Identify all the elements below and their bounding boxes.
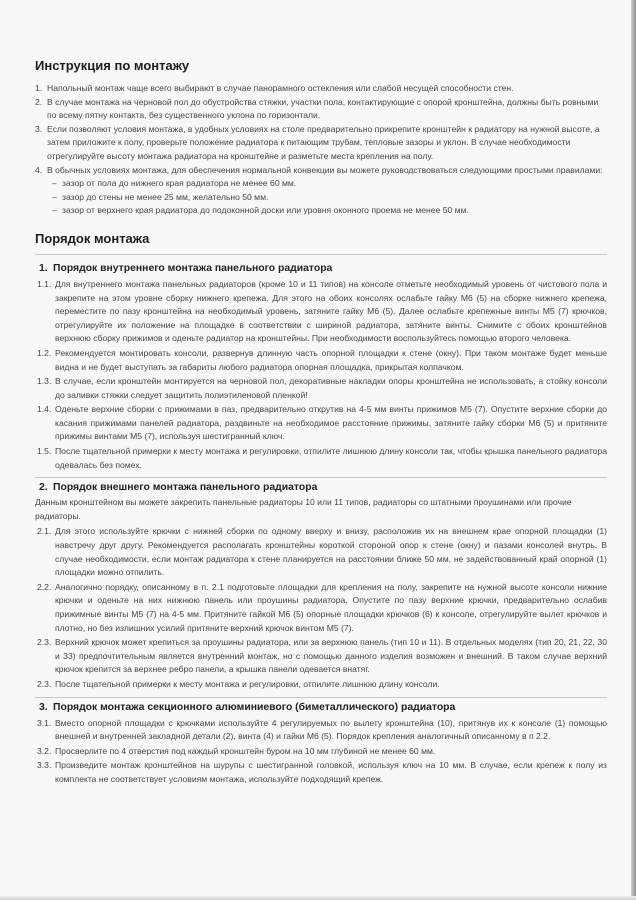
section-divider (35, 697, 607, 698)
step-item (35, 445, 607, 472)
step-item (35, 347, 607, 374)
item-text: В случае монтажа на черновой пол до обустройства стяжки, участки пола, контактирующие с опорой кронштейна, должны быть ровными по всему пятну контакта, без существенного уклона по горизонтали. (47, 96, 599, 121)
section-3-items (35, 717, 607, 787)
step-text: Верхний крючок может крепиться за проушины радиатора, или за верхнюю панель (тип 10 и 11). В отдельных моделях (тип 20, 21, 22, 30 и 33) предпочтительным является внутренний монтаж, но с помощью данного изделия возможен и внешний. В таком случае верхний крючок крепится за верхнее ребро панели, а крышка панели одевается внатяг. (55, 637, 607, 675)
item-number: 2. (35, 96, 43, 107)
rule-text: зазор от верхнего края радиатора до подоконной доски или уровня оконного проема не менее 50 мм. (62, 205, 469, 216)
step-item (35, 636, 607, 677)
step-text: Вместо опорной площадки с крючками используйте 4 регулируемых по вылету кронштейна (10), притянув их к консоле (1) помощью внешней и внутренней закладной детали (2), винта (4) и гайки М6 (5). Порядок крепления аналогичный описанному в п 2.2. (55, 717, 607, 742)
clearance-rule (35, 177, 607, 191)
rule-text: зазор от пола до нижнего края радиатора не менее 60 мм. (62, 178, 297, 189)
section-intro: Данным кронштейном вы можете закрепить панельные радиаторы 10 или 11 типов, радиаторы со штатными проушинами или прочие радиаторы. (35, 497, 572, 521)
step-text: Просверлите по 4 отверстия под каждый кронштейн буром на 10 мм глубиной не менее 60 мм. (55, 745, 436, 756)
instruction-item (35, 164, 607, 178)
section-number: 2. (39, 482, 48, 494)
step-item (35, 525, 607, 579)
section-title: Порядок монтажа секционного алюминиевого (биметаллического) радиатора (53, 701, 456, 713)
step-text: Аналогично порядку, описанному в п. 2.1 подготовьте площадки для крепления на полу, закрепите на нужной высоте консоли нижние крючки и оденьте на них нижнюю панель или проушины радиатора. Опустите по пазу верхние крючки, предварительно ослабив прижимные винты М5 (7) на 4-5 мм. Притяните гайкой М6 (5) опорные площадки крючков (6) к консоле, отрегулируйте вылет крючков и плотно, но без излишних усилий притяните верхний крючок винтом М5 (7). (55, 581, 607, 633)
item-number: 1. (35, 83, 43, 93)
section-divider (35, 477, 607, 478)
step-text: После тщательной примерки к месту монтажа и регулировки, отпилите лишнюю длину консоли. (55, 678, 440, 689)
step-text: Произведите монтаж кронштейнов на шурупы с шестигранной головкой, используя ключ на 10 мм. В случае, если крепеж к полу из комплекта не соответствует условиям монтажа, используйте подходящий крепеж. (55, 760, 607, 784)
instruction-item (35, 123, 607, 164)
item-text: В обычных условиях монтажа, для обеспечения нормальной конвекции вы можете руководствоваться следующими простыми правилами: (47, 164, 603, 175)
item-number: 3. (35, 123, 43, 134)
step-number: 2.1. (37, 526, 52, 537)
section-divider (35, 254, 607, 255)
step-number: 3.2. (37, 745, 52, 756)
section-heading-1 (35, 262, 607, 276)
clearance-rule (35, 204, 607, 218)
step-item (35, 581, 607, 635)
section-title: Порядок внутреннего монтажа панельного радиатора (53, 262, 333, 274)
scan-edge-right (631, 0, 636, 900)
order-title: Порядок монтажа (35, 230, 150, 246)
step-text: В случае, если кронштейн монтируется на черновой пол, декоративные накладки опоры кронштейна не использовать, а стойку консоли до заливки стяжки следует защитить полиэтиленовой пленкой! (55, 376, 607, 400)
instruction-list (35, 82, 607, 218)
step-item (35, 375, 607, 402)
section-2-items (35, 525, 607, 691)
step-item (35, 278, 607, 346)
item-text: Если позволяют условия монтажа, в удобных условиях на столе предварительно прикрепите кронштейн к радиатору на нужной высоте, а затем приложите к полу, проверьте положение радиатора к питающим трубам, тепловые зазоры и уклон. В случае необходимости отрегулируйте высоту монтажа радиатора на кронштейне и разметьте места крепления на полу. (47, 123, 600, 161)
item-text: Напольный монтаж чаще всего выбирают в случае панорамного остекления или слабой несущей способности стен. (47, 83, 514, 93)
instruction-item (35, 96, 607, 123)
step-number: 1.3. (37, 376, 52, 387)
instruction-item (35, 82, 607, 96)
step-number: 1.1. (37, 278, 52, 289)
step-number: 3.3. (37, 760, 52, 771)
rule-text: зазор до стены не менее 25 мм, желательно 50 мм. (62, 191, 269, 202)
step-number: 1.2. (37, 347, 52, 358)
clearance-rule (35, 191, 607, 205)
step-number: 3.1. (37, 717, 52, 728)
section-title: Порядок внешнего монтажа панельного радиатора (53, 482, 318, 494)
section-heading-3 (35, 701, 607, 715)
scan-edge-bottom (0, 896, 636, 900)
instruction-title: Инструкция по монтажу (35, 58, 190, 73)
step-number: 2.3. (37, 678, 52, 689)
section-1-items (35, 278, 607, 472)
step-number: 1.4. (37, 404, 52, 415)
step-text: Для этого используйте крючки с нижней сборки по одному вверху и внизу, расположив их на внешнем крае опорной площадки (1) навстречу друг другу. Рекомендуется располагать кронштейны короткой стороной опор к стене (окну) и пазами консолей внутрь. В случае необходимости, если монтаж радиатора к стене планируется на расстоянии ближе 50 мм, не задействованный край опорной (1) площадки можно отпилить. (55, 526, 607, 578)
document-content (35, 0, 607, 788)
step-item (35, 717, 607, 744)
section-number: 3. (39, 701, 48, 713)
step-text: После тщательной примерки к месту монтажа и регулировки, отпилите лишнюю длину консоли так, чтобы крышка панельного радиатора одевалась без помех. (55, 446, 607, 470)
rule-dash: – (52, 205, 57, 216)
section-number: 1. (39, 262, 48, 274)
step-text: Для внутреннего монтажа панельных радиаторов (кроме 10 и 11 типов) на консоле отметьте необходимый уровень от чистового пола и закрепите на этом уровне сборку нижнего крепежа. Для этого на обоих консолях ослабьте гайку М6 (5) на сборке нижнего крепежа, переместите по пазу кронштейна на необходимый уровень, затяните гайку М6 (5). Далее ослабьте крепежные винты М5 (7) крючков, отрегулируйте их положение на площадке в соответствии с шириной радиатора, затяните винты. Снимите с обоих кронштейнов верхнюю сборку прижимов и оденьте радиатор на кронштейны. При необходимости воспользуйтесь помощью второго человека. (55, 278, 607, 344)
rule-dash: – (52, 191, 57, 202)
step-item (35, 745, 607, 759)
step-item (35, 678, 607, 692)
step-item (35, 759, 607, 786)
section-heading-2 (35, 481, 607, 495)
step-number: 2.3. (37, 637, 52, 648)
step-number: 2.2. (37, 581, 52, 592)
rule-dash: – (52, 178, 57, 189)
step-number: 1.5. (37, 446, 52, 457)
step-text: Оденьте верхние сборки с прижимами в паз, предварительно открутив на 4-5 мм винты прижимов М5 (7). Опустите верхние сборки до касания прижимами панелей радиатора, раздвиньте на необходимое расстояние прижимы, затяните гайку сборки М6 (5) и притяните прижимы винтами М5 (7), используя шестигранный ключ. (55, 404, 607, 442)
item-number: 4. (35, 164, 43, 175)
step-item (35, 403, 607, 444)
step-text: Рекомендуется монтировать консоли, развернув длинную часть опорной площадки к стене (окну). При таком монтаже будет меньше видна и не будет выступать за габариты любого радиатора опорная площадка, прикрытая колпачком. (55, 347, 607, 372)
